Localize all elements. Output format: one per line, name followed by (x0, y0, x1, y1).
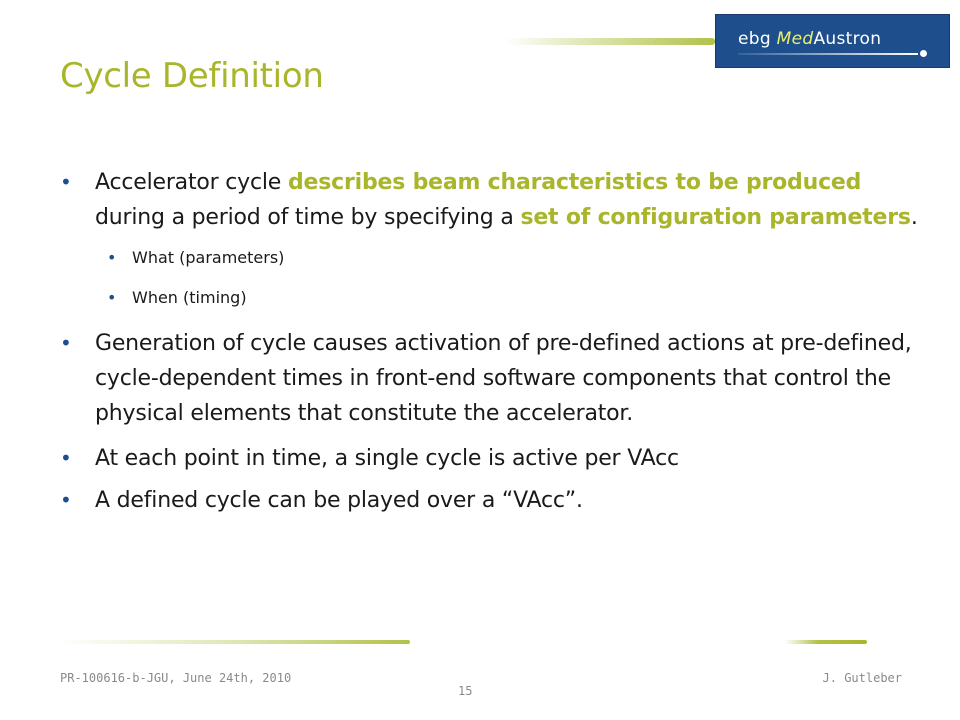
bullet-accelerator-cycle (60, 165, 920, 235)
bullet-text: At each point in time, a single cycle is active per VAcc (95, 446, 679, 471)
logo-suffix: Austron (813, 29, 882, 49)
slide-body (60, 165, 920, 518)
spacer (60, 308, 920, 326)
bullet-single-cycle-active (60, 441, 920, 476)
logo-med: Med (776, 29, 814, 49)
bullet-text-part: . (910, 205, 918, 230)
spacer (60, 268, 920, 287)
sub-bullet-icon: • (107, 288, 117, 307)
footer-document-id: PR-100616-b-JGU, June 24th, 2010 (60, 671, 292, 685)
bullet-generation-of-cycle (60, 326, 920, 431)
sub-bullet-what (60, 247, 920, 268)
spacer (60, 431, 920, 441)
logo-accent-line (505, 38, 715, 45)
logo-prefix: ebg (738, 29, 777, 49)
sub-bullet-text: When (timing) (132, 288, 247, 307)
logo-underline (738, 53, 918, 55)
bullet-icon: • (60, 446, 72, 470)
bullet-icon: • (60, 488, 72, 512)
sub-bullet-icon: • (107, 248, 117, 267)
bullet-icon: • (60, 331, 72, 355)
footer-divider-right (785, 640, 867, 644)
bullet-played-over-vacc (60, 483, 920, 518)
footer-author: J. Gutleber (822, 671, 902, 685)
slide-title: Cycle Definition (60, 56, 324, 96)
highlight-beam-characteristics: describes beam characteristics to be produced (287, 170, 862, 195)
spacer (60, 476, 920, 483)
bullet-text: A defined cycle can be played over a “VAcc”. (95, 488, 583, 513)
sub-bullet-when (60, 287, 920, 308)
ebg-medaustron-logo (715, 14, 950, 68)
bullet-text-part: Accelerator cycle (95, 170, 288, 195)
bullet-icon: • (60, 170, 72, 194)
logo-dot (920, 50, 927, 57)
footer-divider-left (60, 640, 410, 644)
highlight-configuration-parameters: set of configuration parameters (520, 205, 911, 230)
sub-bullet-text: What (parameters) (132, 248, 285, 267)
logo-text (738, 29, 881, 49)
page-number: 15 (458, 684, 473, 698)
bullet-text-part: during a period of time by specifying a (95, 205, 521, 230)
bullet-text: Generation of cycle causes activation of pre-defined actions at pre-defined, cycle-dependent times in front-end software components that control the physical elements that constitute the accelerator. (95, 331, 912, 426)
spacer (60, 235, 920, 247)
